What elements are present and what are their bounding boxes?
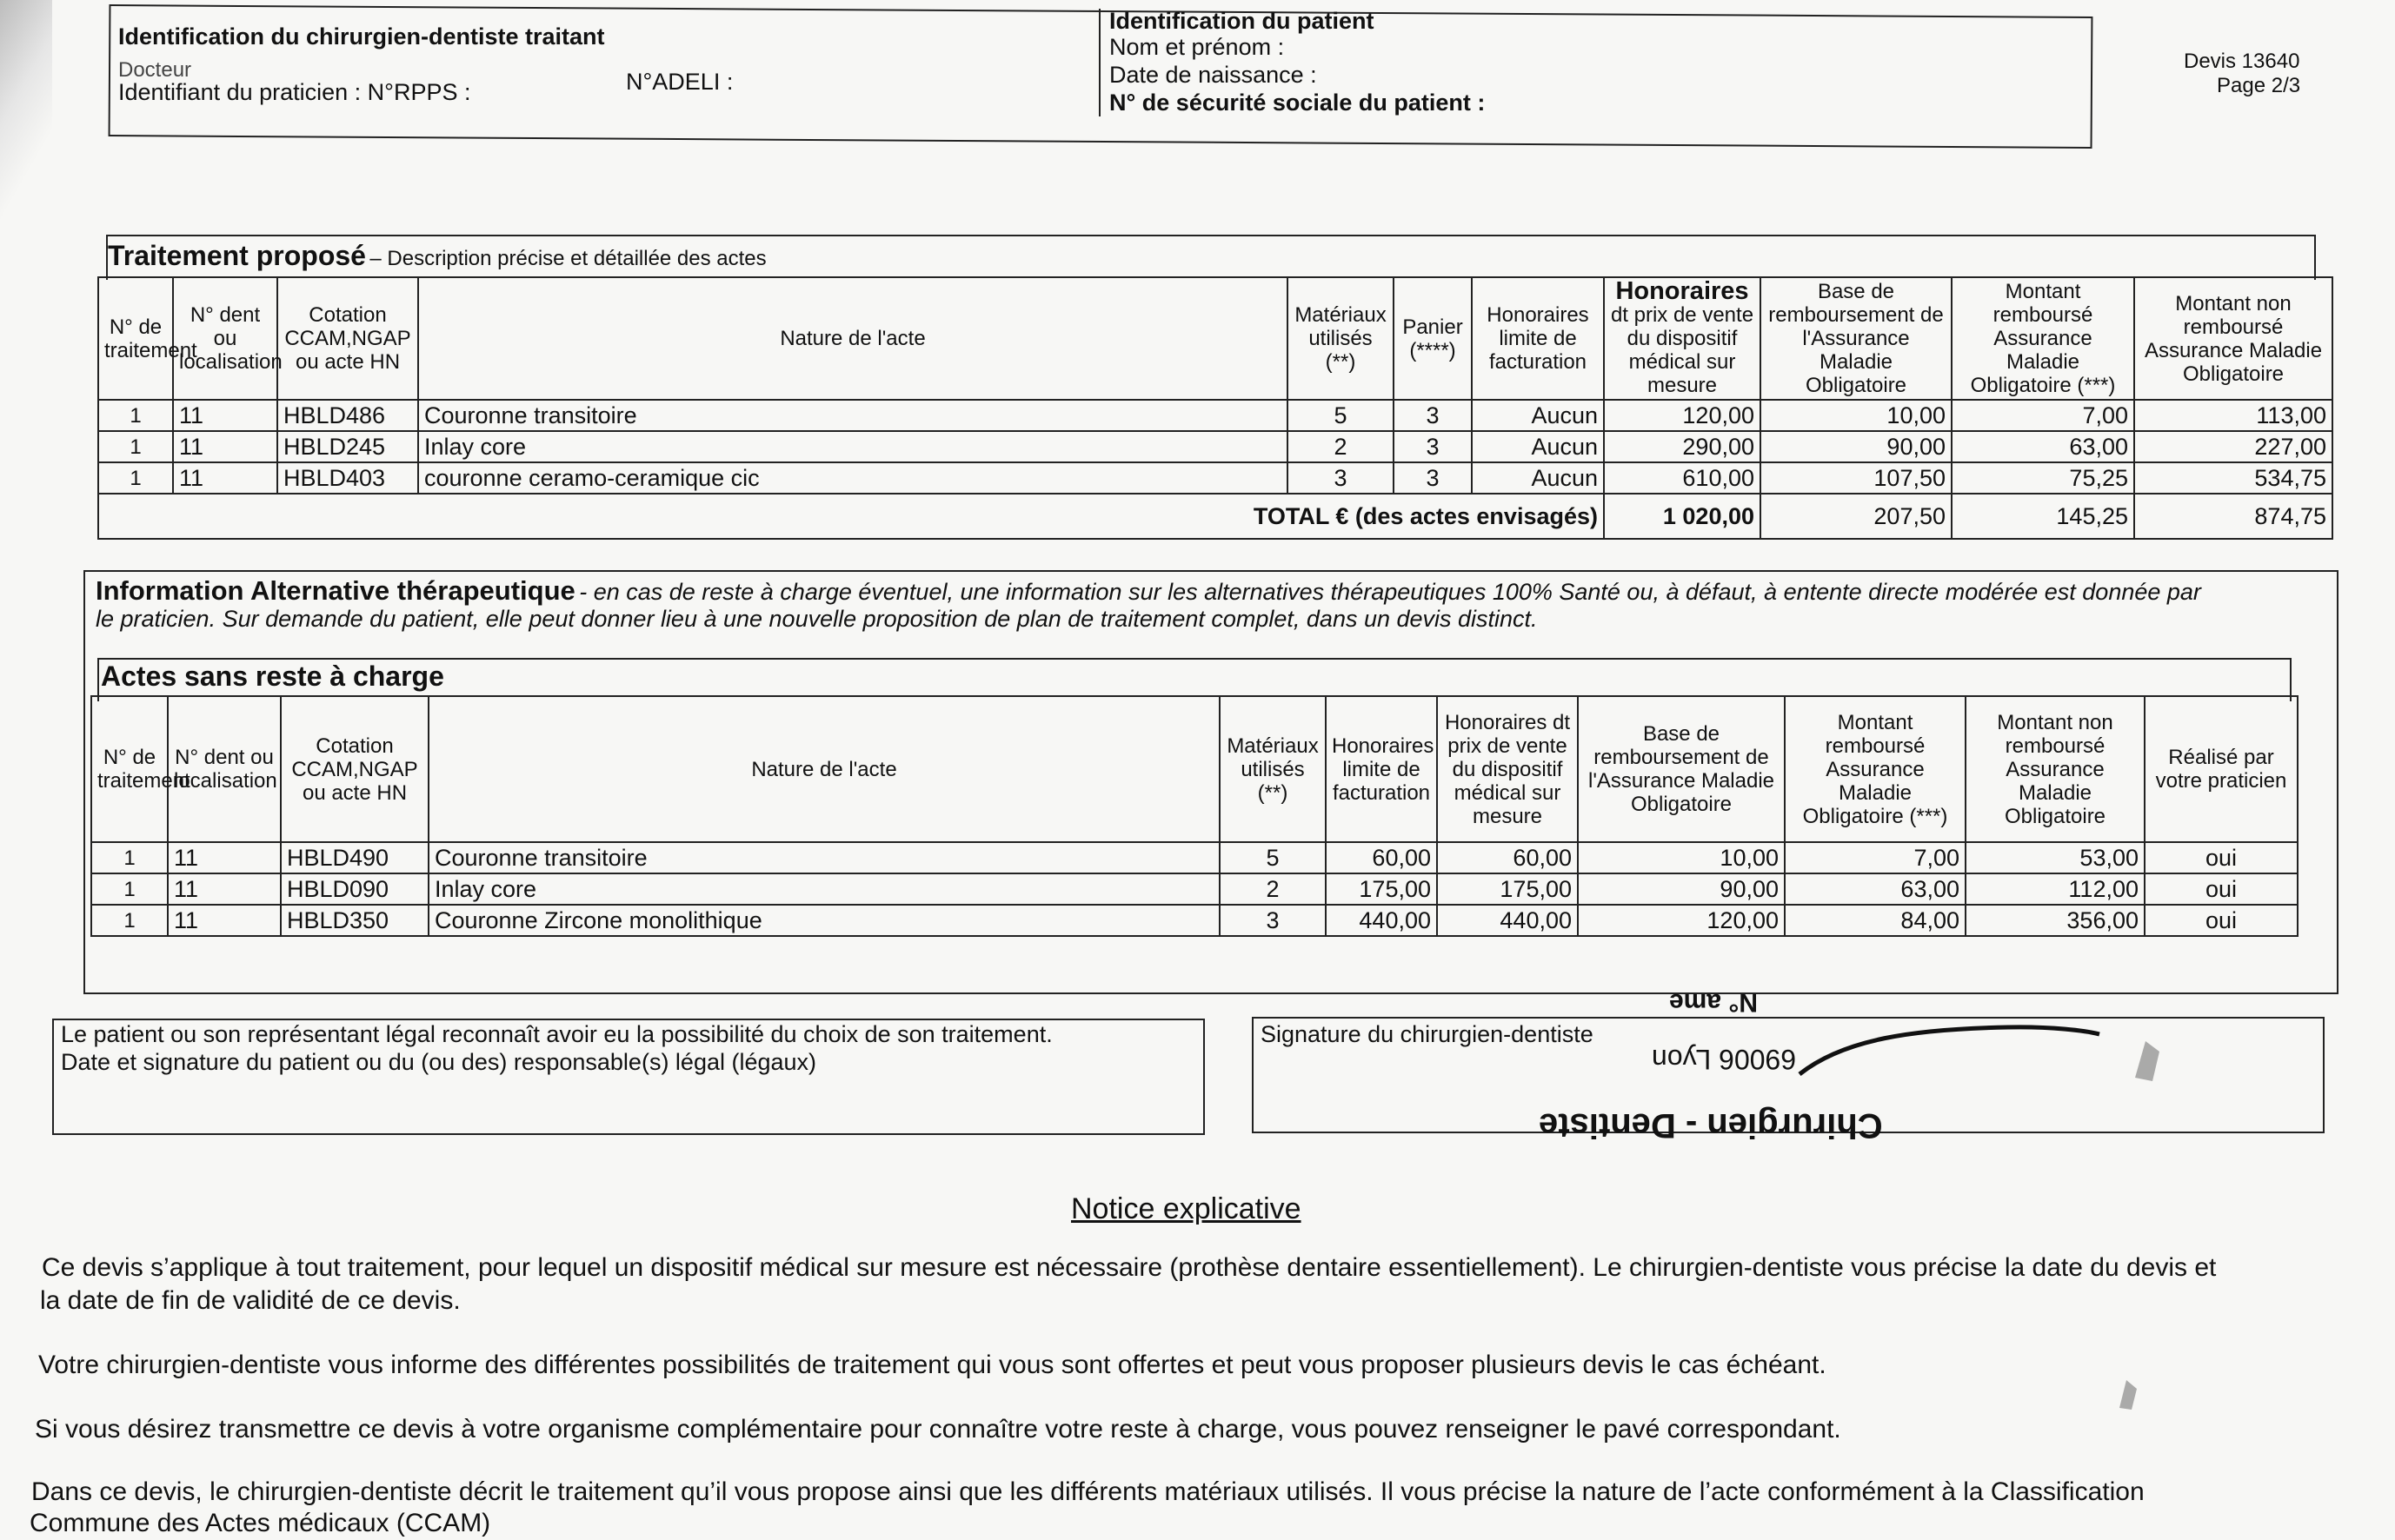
ink-smudge — [2114, 1377, 2140, 1411]
col-honoraires-title: Honoraires — [1615, 277, 1749, 305]
col-montant-rembourse: Montant remboursé Assurance Maladie Obligatoire (***) — [1952, 277, 2134, 400]
cell: 1 — [98, 400, 173, 431]
col-materials: Matériaux utilisés (**) — [1220, 696, 1326, 842]
stamp-title-text: Chirurgien - Dentiste — [1539, 1106, 1883, 1145]
cell: 1 — [91, 873, 168, 905]
cell: Aucun — [1472, 400, 1604, 431]
col-panier: Panier (****) — [1394, 277, 1472, 400]
cell: 3 — [1394, 431, 1472, 462]
notice-p2: Votre chirurgien-dentiste vous informe des différentes possibilités de traitement qui vous sont offertes et peut vous proposer plusieurs devis le cas échéant. — [38, 1351, 1826, 1379]
cell: 440,00 — [1437, 905, 1578, 936]
alternative-text-line1: - en cas de reste à charge éventuel, une information sur les alternatives thérapeutiques 100% Santé ou, à défaut, à entente directe modérée est donnée par — [579, 579, 2201, 605]
col-montant-non-rembourse: Montant non remboursé Assurance Maladie Obligatoire — [2134, 277, 2332, 400]
patient-birthdate-label: Date de naissance : — [1109, 62, 1317, 88]
cell: 84,00 — [1785, 905, 1966, 936]
cell: oui — [2145, 842, 2298, 873]
col-honoraires-limite: Honoraires limite de facturation — [1326, 696, 1437, 842]
col-nature: Nature de l'acte — [429, 696, 1220, 842]
cell: 1 — [98, 462, 173, 494]
notice-title: Notice explicative — [1071, 1192, 1301, 1225]
treatment-title — [108, 240, 767, 272]
patient-title: Identification du patient — [1109, 8, 1374, 34]
cell: Inlay core — [418, 431, 1287, 462]
cell: 10,00 — [1760, 400, 1952, 431]
col-cotation: Cotation CCAM,NGAP ou acte HN — [277, 277, 418, 400]
cell: 120,00 — [1604, 400, 1760, 431]
no-remainder-header-row — [91, 696, 2298, 842]
treatment-table — [97, 276, 2333, 540]
cell: 107,50 — [1760, 462, 1952, 494]
col-honoraires-limite: Honoraires limite de facturation — [1472, 277, 1604, 400]
cell: 1 — [91, 905, 168, 936]
cell: oui — [2145, 905, 2298, 936]
alternative-intro — [96, 575, 2321, 607]
identification-divider — [1099, 9, 1101, 116]
col-honoraires: Honoraires dt prix de vente du dispositif médical sur mesure — [1437, 696, 1578, 842]
stamp-top-text: N° ame — [1669, 988, 1759, 1017]
treatment-title-text: Traitement proposé — [108, 240, 366, 271]
total-non-rembourse: 874,75 — [2134, 494, 2332, 539]
patient-name-label: Nom et prénom : — [1109, 34, 1285, 60]
total-label: TOTAL € (des actes envisagés) — [98, 494, 1604, 539]
treatment-header-row — [98, 277, 2332, 400]
col-treatment-no: N° de traitement — [91, 696, 168, 842]
cell: Couronne Zircone monolithique — [429, 905, 1220, 936]
practitioner-doctor-label: Docteur — [118, 58, 192, 82]
col-montant-rembourse: Montant remboursé Assurance Maladie Obligatoire (***) — [1785, 696, 1966, 842]
cell: 5 — [1220, 842, 1326, 873]
cell: 11 — [173, 400, 277, 431]
paper-fold-shadow — [0, 0, 52, 226]
treatment-row — [98, 462, 2332, 494]
treatment-row — [98, 400, 2332, 431]
practitioner-rpps-label: Identifiant du praticien : N°RPPS : — [118, 79, 471, 105]
col-cotation: Cotation CCAM,NGAP ou acte HN — [281, 696, 429, 842]
col-materials: Matériaux utilisés (**) — [1287, 277, 1394, 400]
notice-p1-line2: la date de fin de validité de ce devis. — [40, 1286, 461, 1315]
ink-smudge — [2128, 1036, 2166, 1085]
cell: 75,25 — [1952, 462, 2134, 494]
alternative-title: Information Alternative thérapeutique — [96, 575, 575, 606]
cell: HBLD090 — [281, 873, 429, 905]
total-base: 207,50 — [1760, 494, 1952, 539]
cell: HBLD490 — [281, 842, 429, 873]
cell: 356,00 — [1966, 905, 2145, 936]
cell: 2 — [1220, 873, 1326, 905]
col-honoraires — [1604, 277, 1760, 400]
cell: HBLD486 — [277, 400, 418, 431]
cell: Aucun — [1472, 462, 1604, 494]
notice-p4-line2: Commune des Actes médicaux (CCAM) — [30, 1509, 491, 1537]
col-tooth: N° dent ou localisation — [173, 277, 277, 400]
cell: Couronne transitoire — [429, 842, 1220, 873]
practitioner-adeli-label: N°ADELI : — [626, 69, 734, 95]
cell: 53,00 — [1966, 842, 2145, 873]
cell: Aucun — [1472, 431, 1604, 462]
treatment-total-row — [98, 494, 2332, 539]
cell: 3 — [1287, 462, 1394, 494]
alternative-text-line2: le praticien. Sur demande du patient, elle peut donner lieu à une nouvelle proposition de plan de traitement complet, dans un devis distinct. — [96, 606, 1538, 632]
cell: 7,00 — [1952, 400, 2134, 431]
no-remainder-table — [90, 695, 2299, 937]
cell: 11 — [173, 462, 277, 494]
cell: 534,75 — [2134, 462, 2332, 494]
no-remainder-title: Actes sans reste à charge — [101, 660, 444, 692]
cell: 3 — [1394, 462, 1472, 494]
cell: 63,00 — [1952, 431, 2134, 462]
total-honoraires: 1 020,00 — [1604, 494, 1760, 539]
cell: 90,00 — [1578, 873, 1785, 905]
notice-p3: Si vous désirez transmettre ce devis à votre organisme complémentaire pour connaître votre reste à charge, vous pouvez renseigner le pavé correspondant. — [35, 1415, 1841, 1444]
treatment-subtitle: – Description précise et détaillée des actes — [369, 247, 767, 270]
treatment-row — [98, 431, 2332, 462]
col-base-remboursement: Base de remboursement de l'Assurance Maladie Obligatoire — [1578, 696, 1785, 842]
cell: 1 — [91, 842, 168, 873]
notice-p1-line1: Ce devis s’applique à tout traitement, pour lequel un dispositif médical sur mesure est nécessaire (prothèse dentaire essentiellement). Le chirurgien-dentiste vous précise la date du devis et — [42, 1253, 2217, 1282]
cell: 175,00 — [1437, 873, 1578, 905]
cell: Inlay core — [429, 873, 1220, 905]
no-remainder-row — [91, 905, 2298, 936]
cell: 60,00 — [1326, 842, 1437, 873]
cell: oui — [2145, 873, 2298, 905]
cell: 5 — [1287, 400, 1394, 431]
col-treatment-no: N° de traitement — [98, 277, 173, 400]
page-number: Page 2/3 — [2217, 74, 2301, 97]
col-tooth: N° dent ou localisation — [168, 696, 281, 842]
notice-p4-line1: Dans ce devis, le chirurgien-dentiste décrit le traitement qu’il vous propose ainsi que les différents matériaux utilisés. Il vous précise la nature de l’acte conformément à la Classification — [31, 1477, 2145, 1506]
col-nature: Nature de l'acte — [418, 277, 1287, 400]
dentist-signature-label: Signature du chirurgien-dentiste — [1261, 1021, 1593, 1047]
cell: 11 — [168, 905, 281, 936]
no-remainder-row — [91, 873, 2298, 905]
cell: 3 — [1394, 400, 1472, 431]
cell: 11 — [168, 842, 281, 873]
cell: 1 — [98, 431, 173, 462]
practitioner-title: Identification du chirurgien-dentiste traitant — [118, 23, 605, 50]
cell: 290,00 — [1604, 431, 1760, 462]
devis-number: Devis 13640 — [2184, 50, 2300, 73]
stamp-city-text: 69006 Lyon — [1652, 1044, 1797, 1075]
cell: HBLD350 — [281, 905, 429, 936]
handwritten-signature — [1791, 1022, 2104, 1083]
cell: 440,00 — [1326, 905, 1437, 936]
cell: 610,00 — [1604, 462, 1760, 494]
cell: HBLD245 — [277, 431, 418, 462]
cell: 10,00 — [1578, 842, 1785, 873]
cell: 3 — [1220, 905, 1326, 936]
cell: 2 — [1287, 431, 1394, 462]
col-base-remboursement: Base de remboursement de l'Assurance Maladie Obligatoire — [1760, 277, 1952, 400]
patient-signature-line2: Date et signature du patient ou du (ou des) responsable(s) légal (légaux) — [61, 1049, 817, 1075]
cell: 120,00 — [1578, 905, 1785, 936]
no-remainder-row — [91, 842, 2298, 873]
cell: 112,00 — [1966, 873, 2145, 905]
signature-stroke — [1800, 1027, 2099, 1074]
cell: 113,00 — [2134, 400, 2332, 431]
patient-ss-label: N° de sécurité sociale du patient : — [1109, 90, 1486, 116]
cell: 11 — [173, 431, 277, 462]
cell: couronne ceramo-ceramique cic — [418, 462, 1287, 494]
col-montant-non-rembourse: Montant non remboursé Assurance Maladie Obligatoire — [1966, 696, 2145, 842]
col-honoraires-sub: dt prix de vente du dispositif médical sur mesure — [1610, 303, 1754, 397]
cell: 227,00 — [2134, 431, 2332, 462]
cell: 175,00 — [1326, 873, 1437, 905]
cell: 11 — [168, 873, 281, 905]
cell: 90,00 — [1760, 431, 1952, 462]
cell: 63,00 — [1785, 873, 1966, 905]
col-realise: Réalisé par votre praticien — [2145, 696, 2298, 842]
total-rembourse: 145,25 — [1952, 494, 2134, 539]
cell: 7,00 — [1785, 842, 1966, 873]
patient-signature-line1: Le patient ou son représentant légal reconnaît avoir eu la possibilité du choix de son traitement. — [61, 1021, 1053, 1047]
cell: 60,00 — [1437, 842, 1578, 873]
cell: Couronne transitoire — [418, 400, 1287, 431]
cell: HBLD403 — [277, 462, 418, 494]
